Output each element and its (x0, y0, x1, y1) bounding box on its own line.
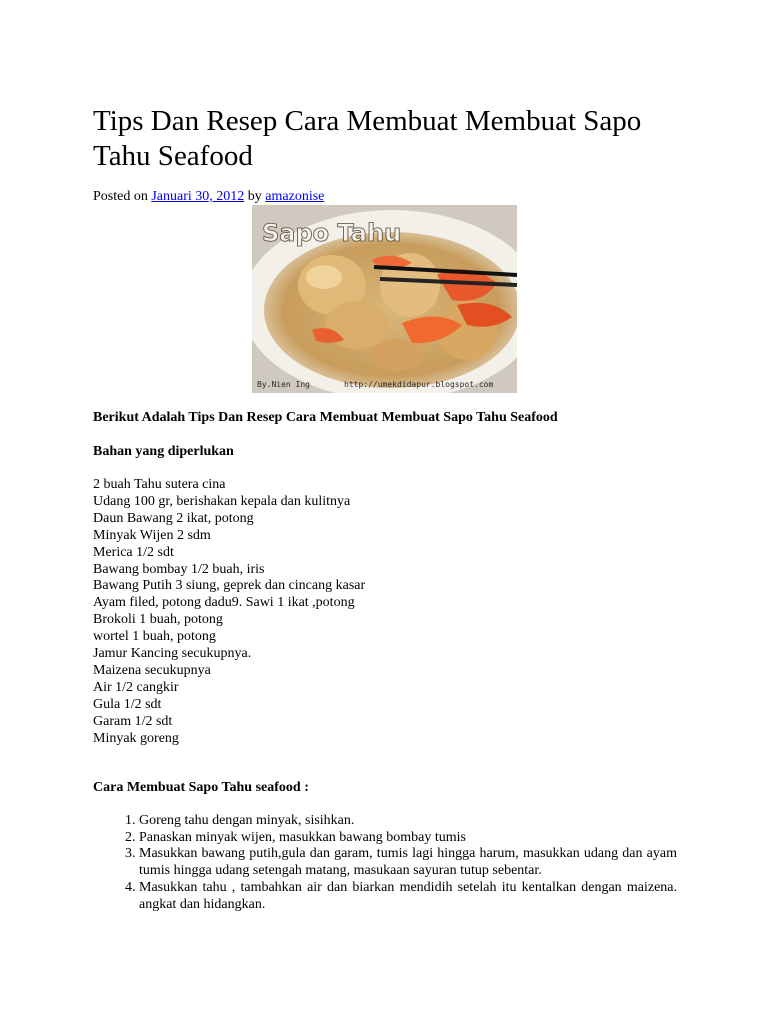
article-title: Tips Dan Resep Cara Membuat Membuat Sapo Tahu Seafood (93, 105, 642, 172)
list-item: Bawang bombay 1/2 buah, iris (93, 561, 265, 577)
ingredients-list (93, 477, 365, 748)
post-meta (93, 189, 324, 205)
list-item: 2 buah Tahu sutera cina (93, 477, 226, 492)
dish-photo (252, 205, 517, 393)
list-item: wortel 1 buah, potong (93, 629, 216, 645)
by-label: by (247, 189, 262, 204)
list-item: Garam 1/2 sdt (93, 713, 173, 729)
author-link[interactable]: amazonise (265, 189, 325, 204)
step-item: 3. Masukkan bawang putih,gula dan garam, tumis lagi hingga harum, masukkan udang dan ayam tumis hingga udang setengah matang, masukaan sayuran tutup sebentar. (139, 846, 677, 879)
method-heading: Cara Membuat Sapo Tahu seafood : (93, 780, 309, 795)
step-item: 1. Goreng tahu dengan minyak, sisihkan. (139, 813, 677, 830)
method-steps (93, 813, 677, 913)
intro-paragraph: Berikut Adalah Tips Dan Resep Cara Membuat Membuat Sapo Tahu Seafood (93, 410, 558, 425)
list-item: Jamur Kancing secukupnya. (93, 646, 252, 662)
list-item: Udang 100 gr, berishakan kepala dan kulitnya (93, 493, 351, 509)
photo-overlay-title: Sapo Tahu (262, 219, 402, 247)
photo-credit-left: By.Nien Ing (257, 380, 310, 389)
list-item: Air 1/2 cangkir (93, 679, 179, 695)
list-item: Gula 1/2 sdt (93, 696, 162, 712)
list-item: Brokoli 1 buah, potong (93, 612, 223, 628)
list-item: Ayam filed, potong dadu9. Sawi 1 ikat ,potong (93, 595, 355, 611)
list-item: Maizena secukupnya (93, 662, 211, 678)
ingredients-heading: Bahan yang diperlukan (93, 444, 234, 459)
step-item: 2. Panaskan minyak wijen, masukkan bawang bombay tumis (139, 830, 677, 847)
list-item: Minyak goreng (93, 730, 179, 746)
posted-on-label: Posted on (93, 189, 148, 204)
list-item: Merica 1/2 sdt (93, 544, 174, 560)
list-item: Minyak Wijen 2 sdm (93, 527, 211, 543)
list-item: Daun Bawang 2 ikat, potong (93, 510, 254, 526)
step-item: 4. Masukkan tahu , tambahkan air dan biarkan mendidih setelah itu kentalkan dengan maizena. angkat dan hidangkan. (139, 880, 677, 913)
photo-credit-right: http://umekdidapur.blogspot.com (344, 380, 494, 389)
list-item: Bawang Putih 3 siung, geprek dan cincang kasar (93, 578, 366, 594)
post-date-link[interactable]: Januari 30, 2012 (151, 189, 245, 204)
